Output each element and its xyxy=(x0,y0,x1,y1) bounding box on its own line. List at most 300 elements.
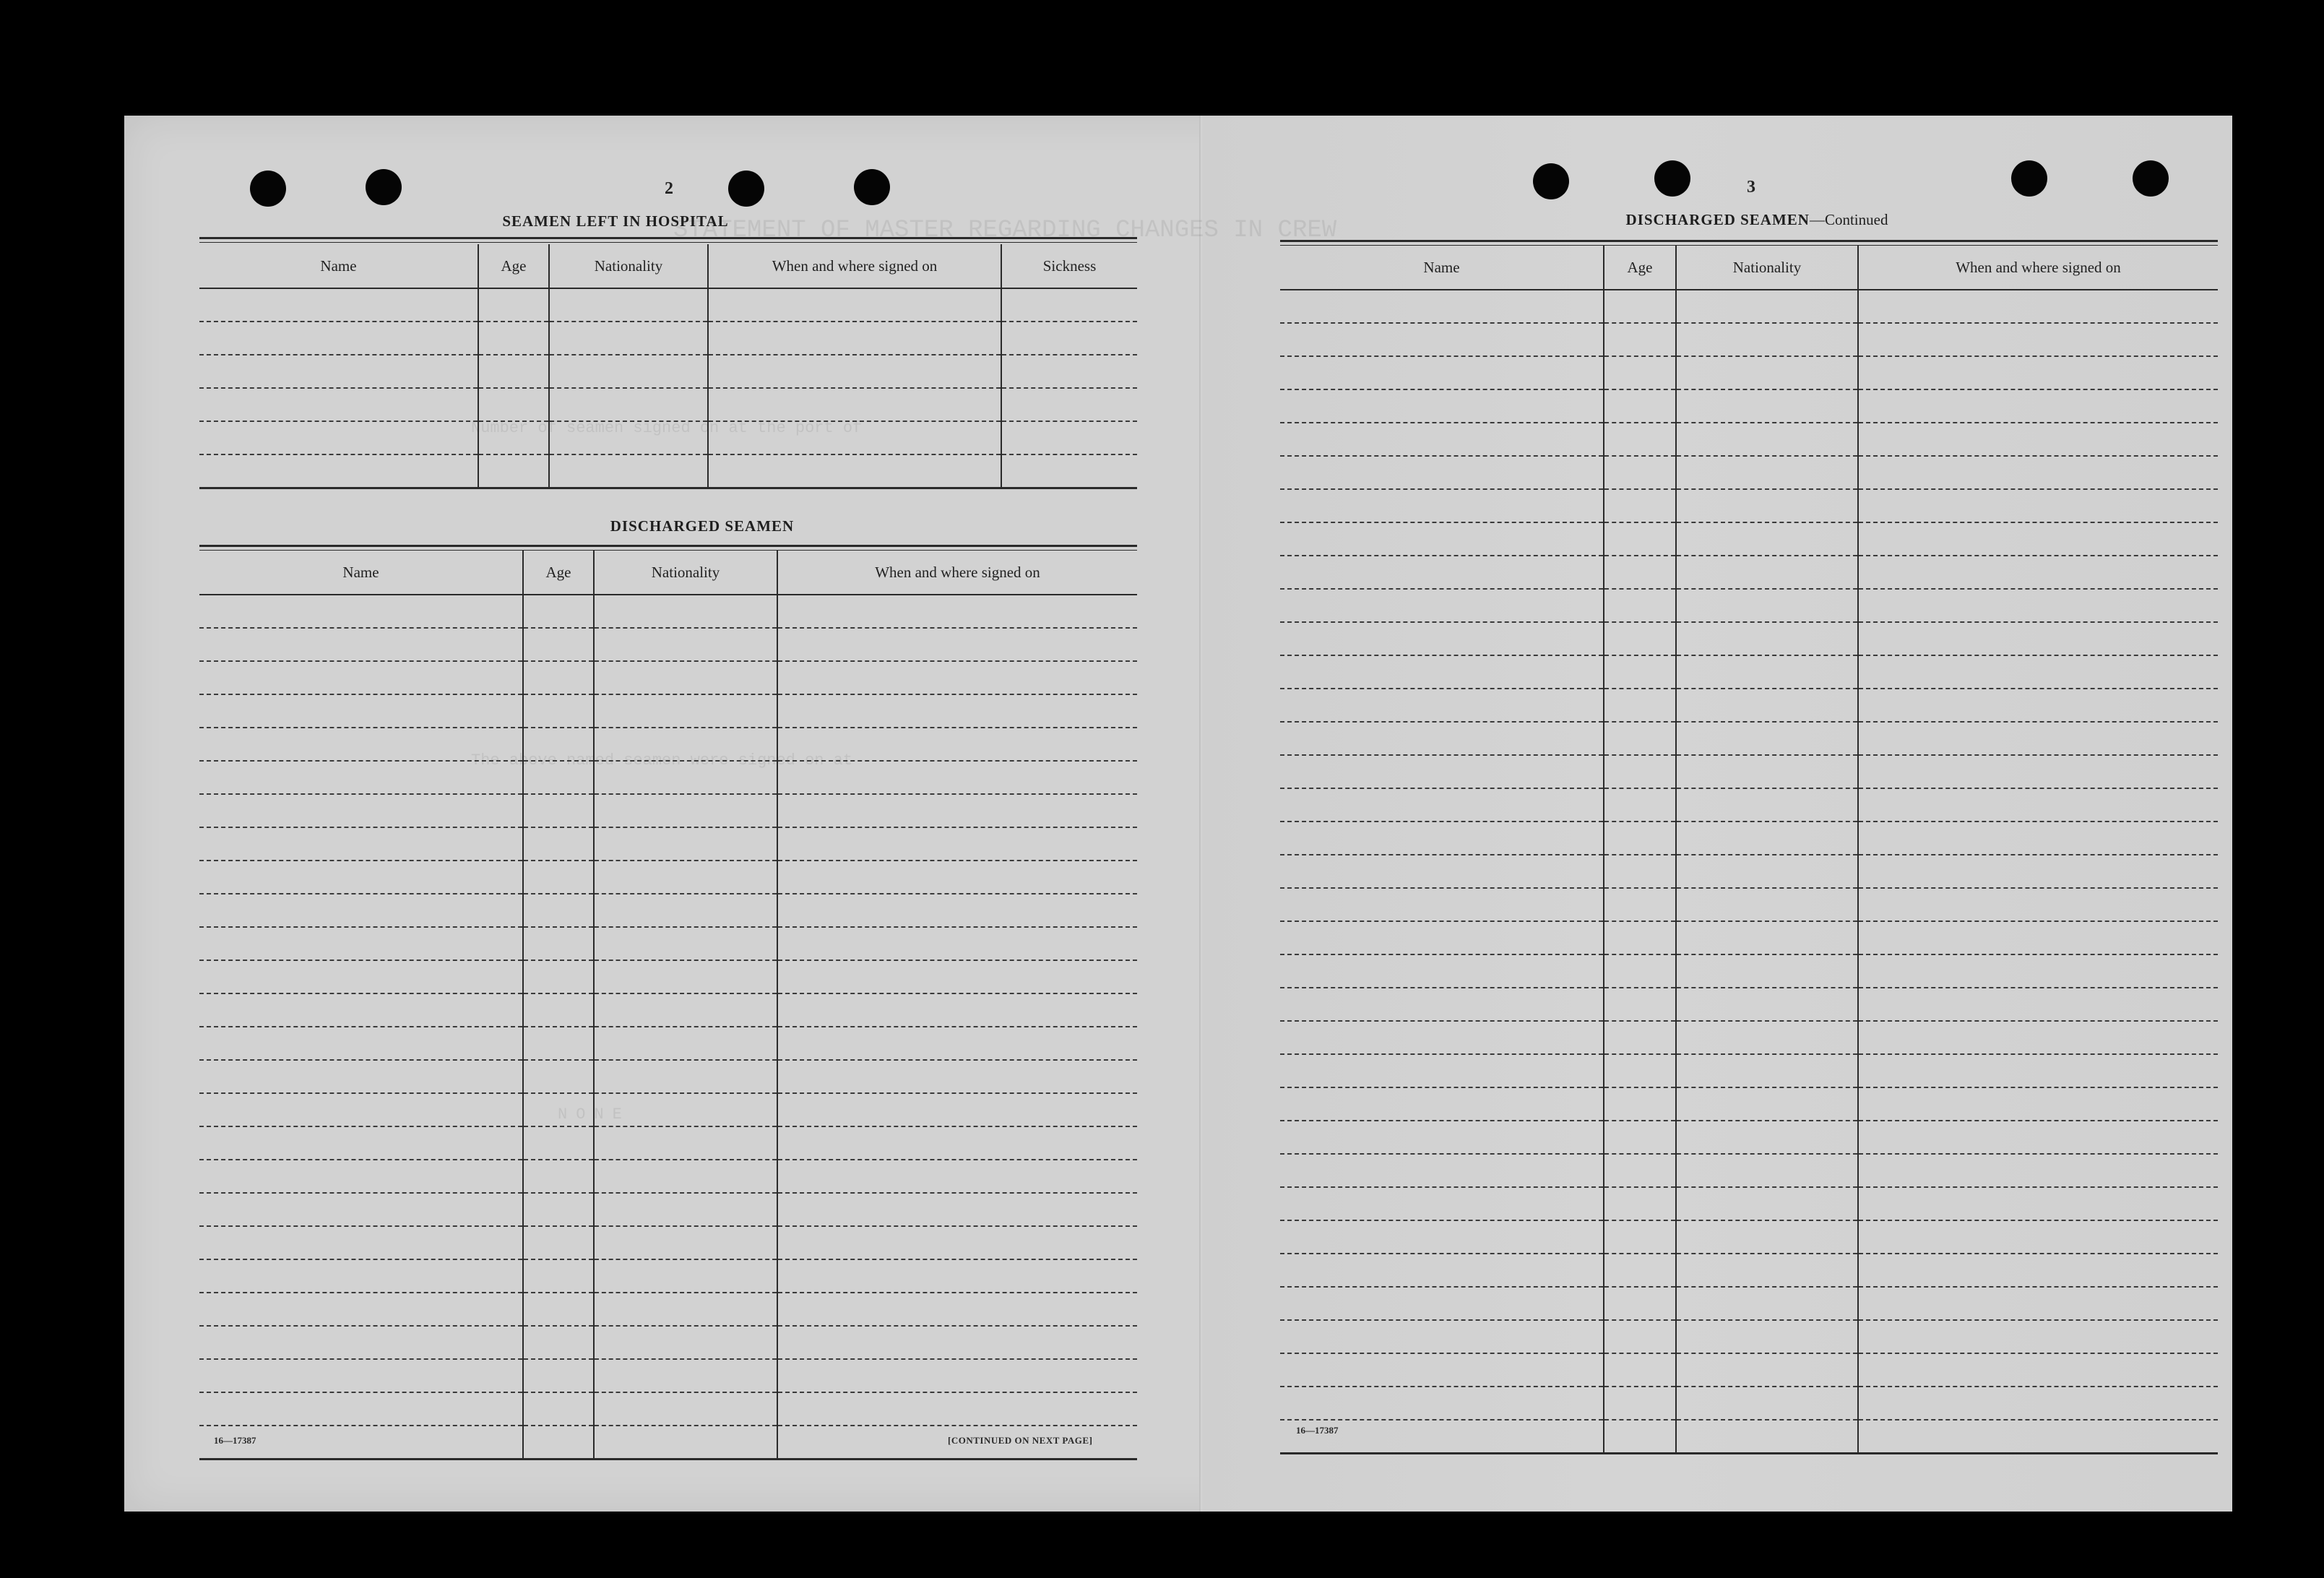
column-header-signed-on: When and where signed on xyxy=(777,551,1137,595)
blank-cell xyxy=(199,1093,523,1126)
table-row xyxy=(1280,489,2218,522)
document-paper xyxy=(124,116,2232,1512)
blank-cell xyxy=(199,1160,523,1193)
blank-cell xyxy=(594,827,777,861)
table-row xyxy=(199,661,1137,694)
blank-cell xyxy=(708,288,1001,322)
table-row xyxy=(1280,556,2218,589)
blank-cell xyxy=(594,993,777,1027)
table-row xyxy=(199,355,1137,388)
table-row xyxy=(199,861,1137,894)
blank-cell xyxy=(1858,556,2218,589)
column-header-nationality: Nationality xyxy=(1676,246,1858,290)
table-row xyxy=(199,993,1137,1027)
table-row xyxy=(1280,788,2218,822)
blank-cell xyxy=(523,1160,594,1193)
blank-cell xyxy=(1604,1187,1676,1220)
table-row xyxy=(199,1193,1137,1226)
blank-cell xyxy=(708,322,1001,355)
blank-cell xyxy=(199,661,523,694)
blank-cell xyxy=(1858,689,2218,722)
blank-cell xyxy=(523,1359,594,1392)
form-number-left: 16—17387 xyxy=(214,1435,256,1446)
blank-cell xyxy=(594,1226,777,1259)
table-row xyxy=(199,894,1137,927)
blank-cell xyxy=(1676,1054,1858,1087)
blank-cell xyxy=(1858,522,2218,556)
blank-cell xyxy=(1676,1187,1858,1220)
punch-hole xyxy=(2133,160,2169,197)
table-row xyxy=(1280,290,2218,323)
table-row xyxy=(199,1392,1137,1426)
blank-cell xyxy=(523,728,594,761)
blank-cell xyxy=(1676,1420,1858,1454)
blank-cell xyxy=(777,694,1137,728)
bleed-through-text: STATEMENT OF MASTER REGARDING CHANGES IN CREW xyxy=(673,217,1337,244)
blank-cell xyxy=(1676,589,1858,622)
blank-cell xyxy=(594,761,777,794)
blank-cell xyxy=(1604,622,1676,655)
blank-cell xyxy=(523,1093,594,1126)
blank-cell xyxy=(1858,1287,2218,1320)
blank-cell xyxy=(1858,1087,2218,1121)
blank-cell xyxy=(777,1226,1137,1259)
blank-cell xyxy=(594,595,777,628)
blank-cell xyxy=(777,595,1137,628)
table-row xyxy=(1280,456,2218,489)
blank-cell xyxy=(1604,1254,1676,1287)
blank-cell xyxy=(199,761,523,794)
continued-note: [CONTINUED ON NEXT PAGE] xyxy=(948,1435,1093,1446)
discharged-continued-table xyxy=(1280,246,2218,1454)
blank-cell xyxy=(1604,1287,1676,1320)
blank-cell xyxy=(777,1392,1137,1426)
blank-cell xyxy=(777,794,1137,827)
column-header-name: Name xyxy=(1280,246,1604,290)
blank-cell xyxy=(594,894,777,927)
blank-cell xyxy=(1858,954,2218,988)
blank-cell xyxy=(777,894,1137,927)
blank-cell xyxy=(523,894,594,927)
blank-cell xyxy=(199,894,523,927)
blank-cell xyxy=(1280,1021,1604,1054)
blank-cell xyxy=(1858,1187,2218,1220)
table-row xyxy=(1280,1087,2218,1121)
blank-cell xyxy=(1676,954,1858,988)
blank-cell xyxy=(1001,454,1137,488)
blank-cell xyxy=(1676,855,1858,888)
table-row xyxy=(199,1293,1137,1326)
table-row xyxy=(199,728,1137,761)
blank-cell xyxy=(1280,622,1604,655)
blank-cell xyxy=(777,661,1137,694)
punch-hole xyxy=(366,169,402,205)
blank-cell xyxy=(523,1060,594,1093)
blank-cell xyxy=(1676,522,1858,556)
blank-cell xyxy=(1676,1154,1858,1187)
blank-cell xyxy=(1280,556,1604,589)
page-number-left: 2 xyxy=(665,179,673,198)
blank-cell xyxy=(1280,655,1604,689)
table-row xyxy=(1280,689,2218,722)
blank-cell xyxy=(1858,888,2218,921)
blank-cell xyxy=(1676,1387,1858,1420)
bleed-through-text: Number of seamen signed on at the port of xyxy=(471,419,863,437)
blank-cell xyxy=(478,421,549,454)
discharged-table xyxy=(199,551,1137,1460)
table-row xyxy=(199,1326,1137,1359)
blank-cell xyxy=(1604,423,1676,456)
blank-cell xyxy=(1280,755,1604,788)
blank-cell xyxy=(1280,1320,1604,1353)
blank-cell xyxy=(594,861,777,894)
blank-cell xyxy=(199,1060,523,1093)
blank-cell xyxy=(594,661,777,694)
blank-cell xyxy=(594,927,777,960)
blank-cell xyxy=(1604,655,1676,689)
blank-cell xyxy=(1676,1254,1858,1287)
punch-hole xyxy=(854,169,890,205)
blank-cell xyxy=(777,1259,1137,1293)
blank-cell xyxy=(1858,1121,2218,1154)
blank-cell xyxy=(594,1193,777,1226)
blank-cell xyxy=(1858,290,2218,323)
blank-cell xyxy=(1676,1021,1858,1054)
blank-cell xyxy=(1604,689,1676,722)
blank-cell xyxy=(199,728,523,761)
table-row xyxy=(1280,423,2218,456)
blank-cell xyxy=(1604,456,1676,489)
punch-hole xyxy=(250,171,286,207)
discharged-continued-title-main: DISCHARGED SEAMEN xyxy=(1625,211,1810,228)
blank-cell xyxy=(1858,356,2218,389)
table-row xyxy=(1280,323,2218,356)
blank-cell xyxy=(1858,1220,2218,1254)
blank-cell xyxy=(1001,355,1137,388)
blank-cell xyxy=(708,355,1001,388)
hospital-top-rule xyxy=(199,237,1137,243)
blank-cell xyxy=(1858,1353,2218,1387)
blank-cell xyxy=(549,454,708,488)
blank-cell xyxy=(777,861,1137,894)
blank-cell xyxy=(777,761,1137,794)
blank-cell xyxy=(199,454,478,488)
blank-cell xyxy=(594,1126,777,1160)
blank-cell xyxy=(1280,1121,1604,1154)
blank-cell xyxy=(1676,755,1858,788)
blank-cell xyxy=(523,694,594,728)
blank-cell xyxy=(478,388,549,421)
blank-cell xyxy=(1604,855,1676,888)
blank-cell xyxy=(1676,356,1858,389)
blank-cell xyxy=(199,927,523,960)
blank-cell xyxy=(777,993,1137,1027)
blank-cell xyxy=(199,861,523,894)
blank-cell xyxy=(1280,1087,1604,1121)
blank-cell xyxy=(478,288,549,322)
table-row xyxy=(1280,1387,2218,1420)
blank-cell xyxy=(777,927,1137,960)
blank-cell xyxy=(1858,1254,2218,1287)
blank-cell xyxy=(1604,1353,1676,1387)
blank-cell xyxy=(478,355,549,388)
table-row xyxy=(1280,1121,2218,1154)
blank-cell xyxy=(1604,822,1676,855)
table-row xyxy=(199,388,1137,421)
table-row xyxy=(1280,356,2218,389)
column-header-name: Name xyxy=(199,244,478,288)
table-row xyxy=(1280,1021,2218,1054)
table-row xyxy=(199,1160,1137,1193)
discharged-continued-title xyxy=(1555,211,1959,229)
table-row xyxy=(199,454,1137,488)
blank-cell xyxy=(1604,556,1676,589)
column-header-signed-on: When and where signed on xyxy=(708,244,1001,288)
blank-cell xyxy=(1676,722,1858,755)
blank-cell xyxy=(1604,755,1676,788)
blank-cell xyxy=(1604,1121,1676,1154)
table-row xyxy=(1280,954,2218,988)
blank-cell xyxy=(199,827,523,861)
blank-cell xyxy=(1280,1353,1604,1387)
blank-cell xyxy=(1858,921,2218,954)
blank-cell xyxy=(549,322,708,355)
blank-cell xyxy=(1280,1287,1604,1320)
bleed-through-text: The above named seamen were signed on at xyxy=(471,751,853,769)
blank-cell xyxy=(199,960,523,993)
blank-cell xyxy=(594,1027,777,1060)
blank-cell xyxy=(1676,1287,1858,1320)
table-row xyxy=(1280,722,2218,755)
blank-cell xyxy=(1676,1320,1858,1353)
blank-cell xyxy=(478,454,549,488)
blank-cell xyxy=(1858,1420,2218,1454)
blank-cell xyxy=(1280,1220,1604,1254)
blank-cell xyxy=(1280,423,1604,456)
table-row xyxy=(199,628,1137,661)
blank-cell xyxy=(199,388,478,421)
blank-cell xyxy=(1280,1254,1604,1287)
blank-cell xyxy=(1858,423,2218,456)
table-row xyxy=(199,827,1137,861)
table-row xyxy=(199,960,1137,993)
blank-cell xyxy=(1676,323,1858,356)
blank-cell xyxy=(1280,589,1604,622)
blank-cell xyxy=(523,1426,594,1460)
blank-cell xyxy=(1280,1387,1604,1420)
column-header-signed-on: When and where signed on xyxy=(1858,246,2218,290)
blank-cell xyxy=(777,1359,1137,1392)
blank-cell xyxy=(594,728,777,761)
blank-cell xyxy=(1604,788,1676,822)
blank-cell xyxy=(1604,1320,1676,1353)
blank-cell xyxy=(1001,288,1137,322)
blank-cell xyxy=(594,1359,777,1392)
table-row xyxy=(1280,1320,2218,1353)
table-row xyxy=(1280,921,2218,954)
blank-cell xyxy=(549,288,708,322)
blank-cell xyxy=(708,421,1001,454)
blank-cell xyxy=(594,1326,777,1359)
blank-cell xyxy=(777,1060,1137,1093)
blank-cell xyxy=(523,1326,594,1359)
table-row xyxy=(199,595,1137,628)
blank-cell xyxy=(777,1027,1137,1060)
blank-cell xyxy=(523,1027,594,1060)
table-row xyxy=(1280,1154,2218,1187)
blank-cell xyxy=(777,1160,1137,1193)
blank-cell xyxy=(1676,1220,1858,1254)
column-header-name: Name xyxy=(199,551,523,595)
table-row xyxy=(1280,822,2218,855)
blank-cell xyxy=(523,1392,594,1426)
blank-cell xyxy=(523,1126,594,1160)
blank-cell xyxy=(1280,290,1604,323)
blank-cell xyxy=(1001,322,1137,355)
blank-cell xyxy=(1280,356,1604,389)
blank-cell xyxy=(1676,423,1858,456)
blank-cell xyxy=(1280,1187,1604,1220)
blank-cell xyxy=(1280,855,1604,888)
table-row xyxy=(1280,1220,2218,1254)
blank-cell xyxy=(1280,1054,1604,1087)
table-row xyxy=(1280,1287,2218,1320)
right-top-rule xyxy=(1280,240,2218,246)
blank-cell xyxy=(777,1293,1137,1326)
blank-cell xyxy=(1676,489,1858,522)
blank-cell xyxy=(523,661,594,694)
blank-cell xyxy=(1280,921,1604,954)
blank-cell xyxy=(1676,1353,1858,1387)
blank-cell xyxy=(1280,888,1604,921)
blank-cell xyxy=(199,322,478,355)
blank-cell xyxy=(199,794,523,827)
blank-cell xyxy=(1676,689,1858,722)
blank-cell xyxy=(1858,1054,2218,1087)
table-row xyxy=(199,1226,1137,1259)
blank-cell xyxy=(594,628,777,661)
blank-cell xyxy=(1604,1420,1676,1454)
blank-cell xyxy=(199,1293,523,1326)
blank-cell xyxy=(1280,689,1604,722)
blank-cell xyxy=(199,1359,523,1392)
blank-cell xyxy=(1604,1054,1676,1087)
blank-cell xyxy=(523,993,594,1027)
blank-cell xyxy=(594,960,777,993)
blank-cell xyxy=(777,1326,1137,1359)
blank-cell xyxy=(777,1126,1137,1160)
hospital-table xyxy=(199,244,1137,489)
column-header-sickness: Sickness xyxy=(1001,244,1137,288)
column-header-age: Age xyxy=(478,244,549,288)
blank-cell xyxy=(199,421,478,454)
punch-hole xyxy=(1654,160,1690,197)
blank-cell xyxy=(478,322,549,355)
blank-cell xyxy=(1676,622,1858,655)
blank-cell xyxy=(594,1293,777,1326)
blank-cell xyxy=(1858,389,2218,423)
blank-cell xyxy=(523,761,594,794)
blank-cell xyxy=(1604,323,1676,356)
table-row xyxy=(199,927,1137,960)
blank-cell xyxy=(594,1093,777,1126)
blank-cell xyxy=(523,960,594,993)
blank-cell xyxy=(1676,1121,1858,1154)
blank-cell xyxy=(1280,988,1604,1021)
blank-cell xyxy=(199,288,478,322)
blank-cell xyxy=(777,628,1137,661)
table-row xyxy=(1280,1254,2218,1287)
blank-cell xyxy=(594,1160,777,1193)
blank-cell xyxy=(1858,1021,2218,1054)
blank-cell xyxy=(523,1226,594,1259)
blank-cell xyxy=(1676,1087,1858,1121)
table-row xyxy=(1280,522,2218,556)
table-row xyxy=(1280,1187,2218,1220)
blank-cell xyxy=(523,827,594,861)
blank-cell xyxy=(777,1093,1137,1126)
column-header-nationality: Nationality xyxy=(549,244,708,288)
blank-cell xyxy=(1280,1154,1604,1187)
blank-cell xyxy=(199,1326,523,1359)
blank-cell xyxy=(199,1193,523,1226)
blank-cell xyxy=(523,628,594,661)
blank-cell xyxy=(1604,954,1676,988)
blank-cell xyxy=(1858,655,2218,689)
blank-cell xyxy=(1001,421,1137,454)
blank-cell xyxy=(1604,522,1676,556)
table-row xyxy=(1280,1420,2218,1454)
blank-cell xyxy=(777,960,1137,993)
blank-cell xyxy=(1858,456,2218,489)
discharged-top-rule xyxy=(199,545,1137,551)
blank-cell xyxy=(1604,722,1676,755)
blank-cell xyxy=(708,454,1001,488)
blank-cell xyxy=(1280,788,1604,822)
blank-cell xyxy=(1676,456,1858,489)
blank-cell xyxy=(1604,290,1676,323)
blank-cell xyxy=(199,628,523,661)
discharged-section-title: DISCHARGED SEAMEN xyxy=(610,517,795,535)
table-row xyxy=(199,1359,1137,1392)
blank-cell xyxy=(1280,954,1604,988)
blank-cell xyxy=(523,595,594,628)
blank-cell xyxy=(1280,722,1604,755)
blank-cell xyxy=(549,421,708,454)
blank-cell xyxy=(1676,888,1858,921)
table-row xyxy=(1280,1054,2218,1087)
blank-cell xyxy=(594,1060,777,1093)
column-header-age: Age xyxy=(523,551,594,595)
blank-cell xyxy=(1676,788,1858,822)
column-header-age: Age xyxy=(1604,246,1676,290)
blank-cell xyxy=(1604,356,1676,389)
table-row xyxy=(199,1060,1137,1093)
bleed-through-text: NONE xyxy=(558,1105,631,1124)
table-row xyxy=(199,288,1137,322)
table-row xyxy=(199,794,1137,827)
table-row xyxy=(199,1093,1137,1126)
blank-cell xyxy=(1676,556,1858,589)
table-row xyxy=(199,421,1137,454)
blank-cell xyxy=(777,728,1137,761)
blank-cell xyxy=(708,388,1001,421)
blank-cell xyxy=(1280,389,1604,423)
blank-cell xyxy=(594,794,777,827)
table-row xyxy=(199,761,1137,794)
blank-cell xyxy=(1280,456,1604,489)
blank-cell xyxy=(1604,589,1676,622)
